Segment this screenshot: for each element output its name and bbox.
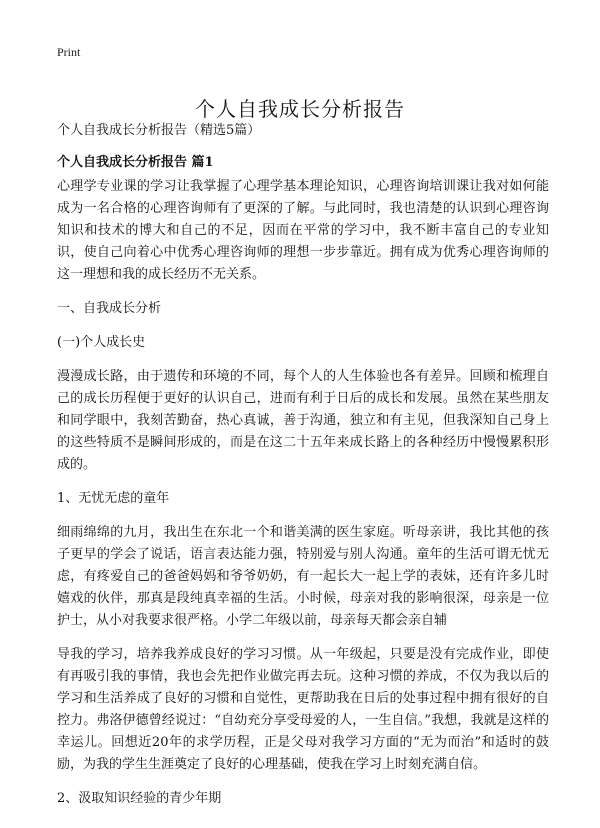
document-body [57, 120, 549, 822]
heading-self-growth-analysis: 一、自我成长分析 [57, 301, 162, 316]
document-title: 个人自我成长分析报告 [195, 97, 405, 122]
heading-personal-history: (一)个人成长史 [57, 335, 146, 350]
paragraph-growth-path: 漫漫成长路，由于遗传和环境的不同，每个人的人生体验也各有差异。回顾和梳理自己的成长历程便于更好的认识自己，进而有利于日后的成长和发展。虽然在某些朋友和同学眼中，我刻苦勤奋，热心真诚，善于沟通，独立和有主见，但我深知自己身上的这些特质不是瞬间形成的，而是在这二十五年来成长路上的各种经历中慢慢累积形成的。 [57, 369, 549, 472]
paragraph-intro: 心理学专业课的学习让我掌握了心理学基本理论知识，心理咨询培训课让我对如何能成为一名合格的心理咨询师有了更深的了解。与此同时，我也清楚的认识到心理咨询知识和技术的博大和自己的不足，因而在平常的学习中，我不断丰富自己的专业知识，使自己向着心中优秀心理咨询师的理想一步步靠近。拥有成为优秀心理咨询师的这一理想和我的成长经历不无关系。 [57, 179, 549, 282]
paragraph-study-habits: 导我的学习，培养我养成良好的学习习惯。从一年级起，只要是没有完成作业，即使有再吸引我的事情，我也会先把作业做完再去玩。这种习惯的养成，不仅为我以后的学习和生活养成了良好的习惯和自觉性，更帮助我在日后的处事过程中拥有很好的自控力。弗洛伊德曾经说过：“自幼充分享受母爱的人，一生自信。”我想，我就是这样的幸运儿。回想近20年的求学历程，正是父母对我学习方面的“无为而治”和适时的鼓励，为我的学生生涯奠定了良好的心理基础，使我在学习上时刻充满自信。 [57, 647, 549, 772]
paragraph-childhood: 细雨绵绵的九月，我出生在东北一个和谐美满的医生家庭。听母亲讲，我比其他的孩子更早的学会了说话，语言表达能力强，特别爱与别人沟通。童年的生活可谓无忧无虑，有疼爱自己的爸爸妈妈和爷爷奶奶，有一起长大一起上学的表妹，还有许多儿时嬉戏的伙伴，那真是段纯真幸福的生活。小时候，母亲对我的影响很深，母亲是一位护士，从小对我要求很严格。小学二年级以前，母亲每天都会亲自辅 [57, 525, 549, 628]
heading-adolescence: 2、汲取知识经验的青少年期 [57, 791, 222, 806]
print-label: Print [57, 45, 81, 59]
document-subtitle: 个人自我成长分析报告（精选5篇） [57, 123, 261, 138]
section-heading: 个人自我成长分析报告 篇1 [57, 155, 214, 170]
heading-childhood: 1、无忧无虑的童年 [57, 491, 170, 506]
